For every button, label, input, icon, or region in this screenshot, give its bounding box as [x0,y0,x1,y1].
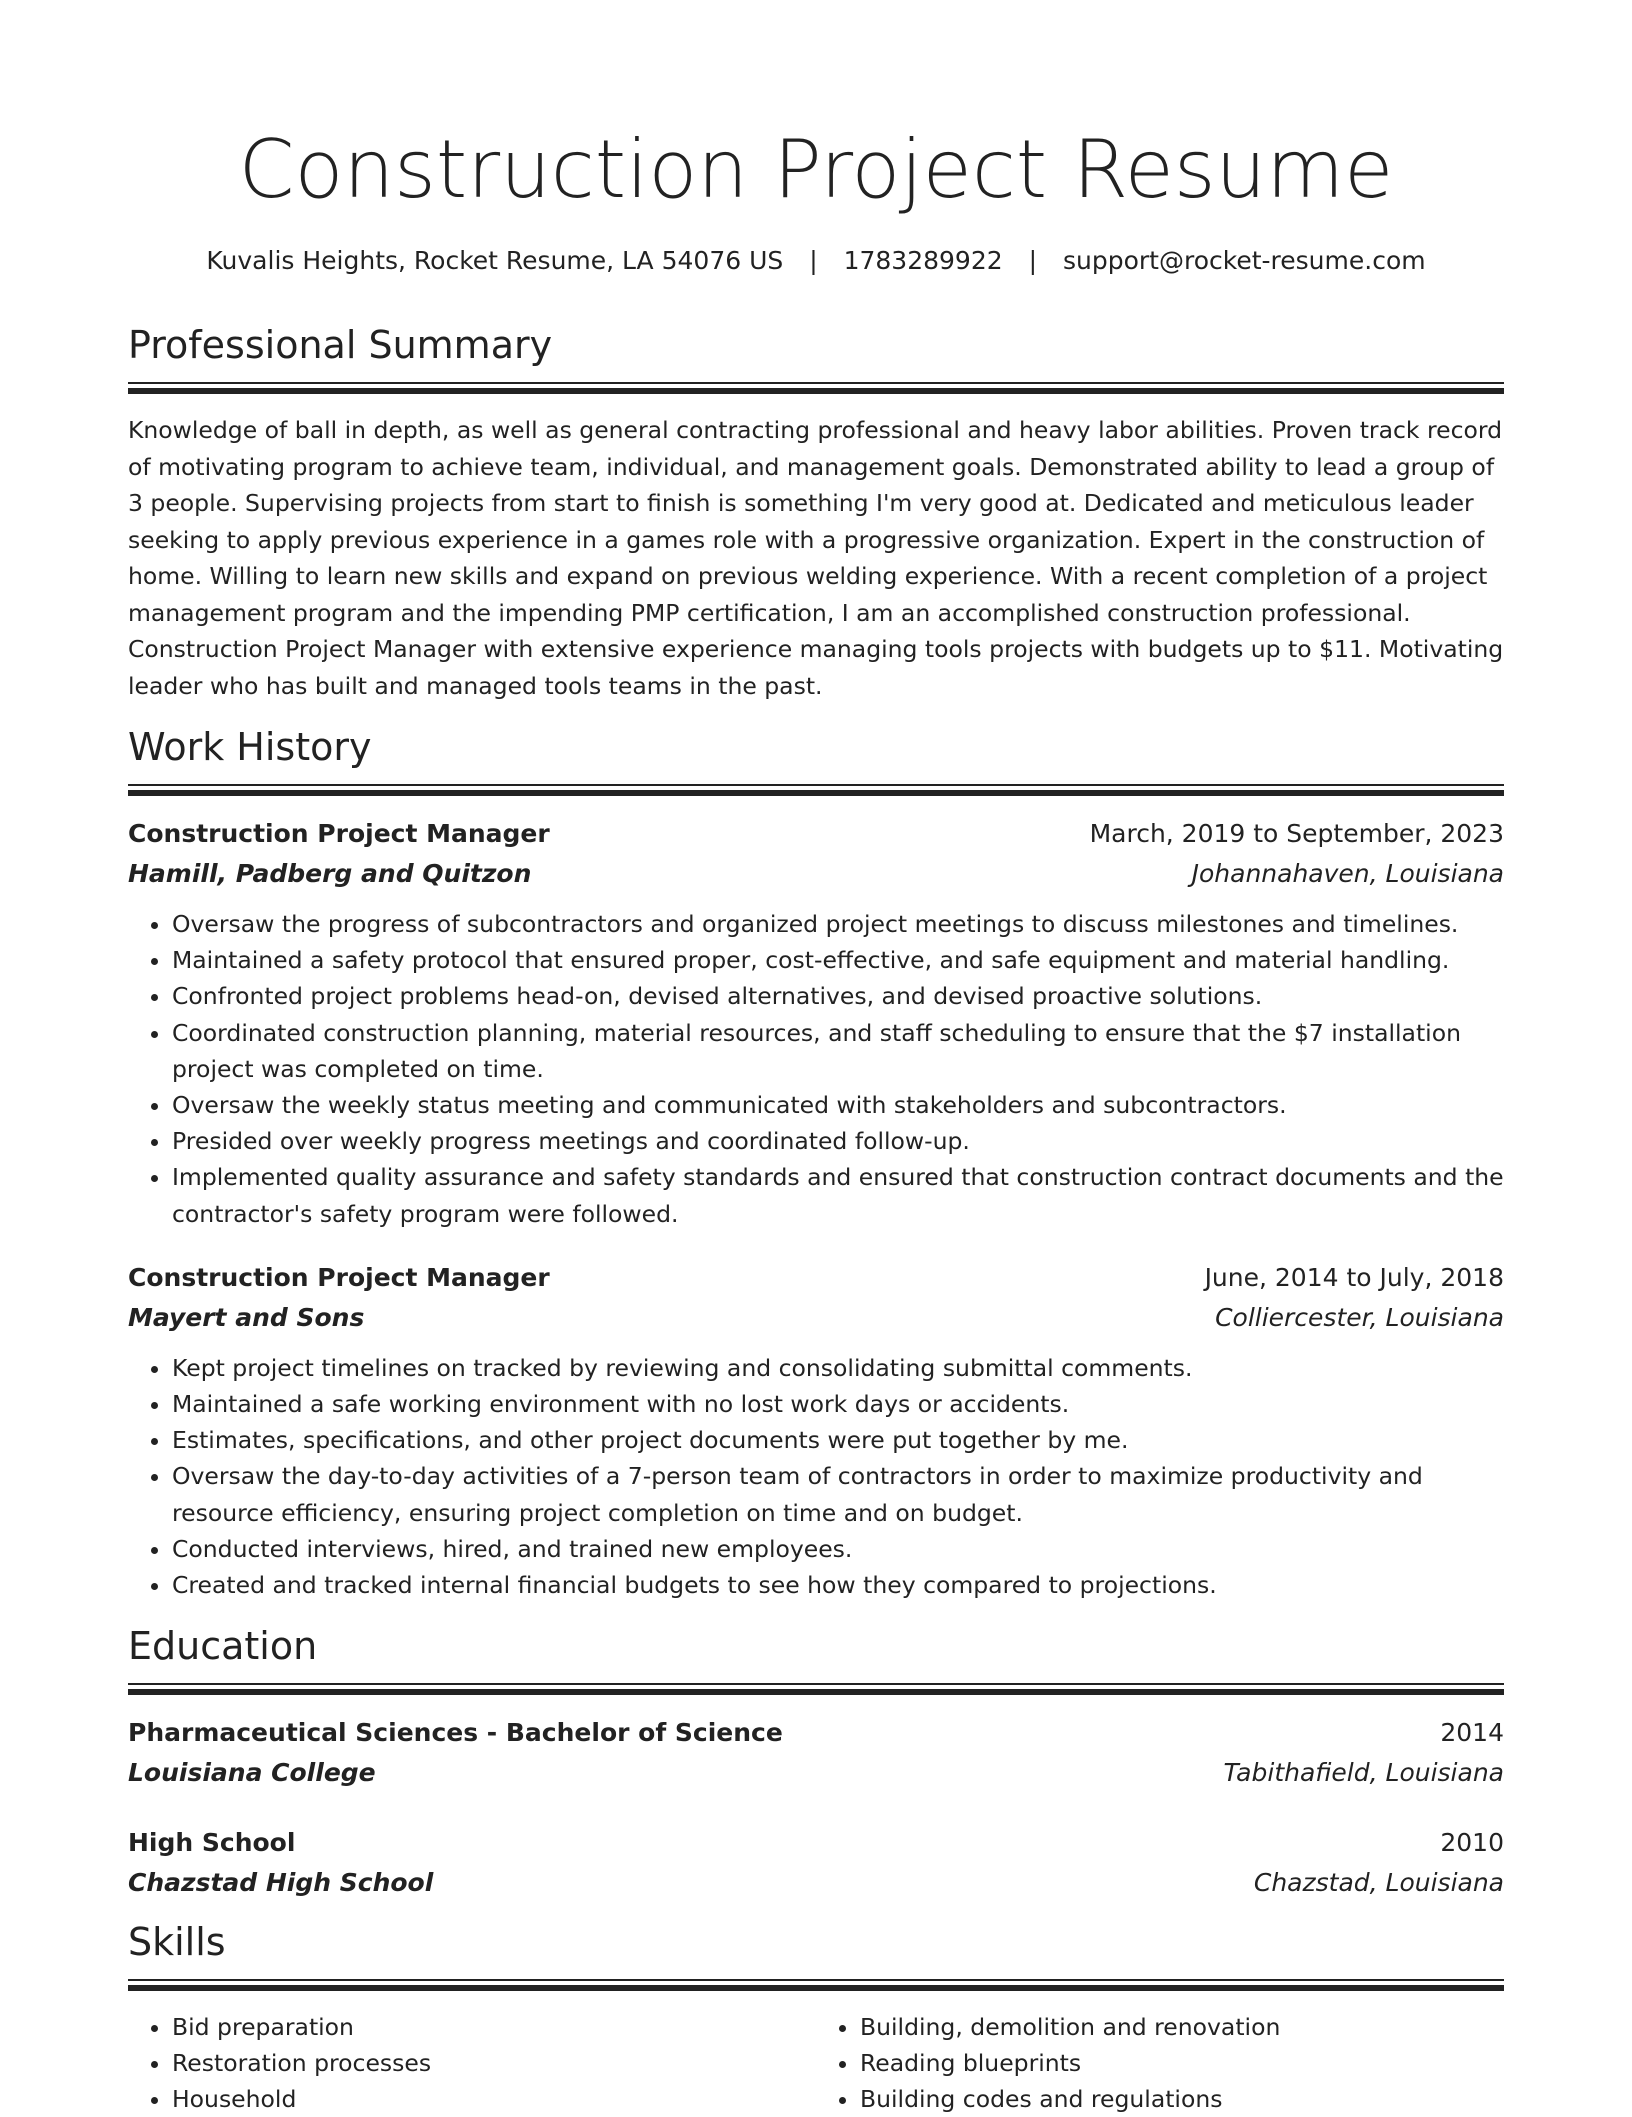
contact-line [128,244,1504,278]
job-dates: March, 2019 to September, 2023 [1089,819,1504,848]
list-item: • Implemented quality assurance and safety standards and ensured that construction contract documents and the contractor's safety program were followed. [172,1159,1504,1231]
section-title-education: Education [128,1624,318,1669]
list-item: • Household [172,2081,816,2117]
job-bullets [128,1350,1504,1603]
job-location: Colliercester, Louisiana [1215,1302,1504,1332]
list-item: • Building codes and regulations [860,2081,1504,2117]
summary-text: Knowledge of ball in depth, as well as general contracting professional and heavy labor abilities. Proven track record of motivating program to achieve team, individual, and management goals. Demonstrated ability to lead a group of 3 people. Supervising projects from start to finish is something I'm very good at. Dedicated and meticulous leader seeking to apply previous experience in a games role with a progressive organization. Expert in the construction of home. Willing to learn new skills and expand on previous welding experience. With a recent completion of a project management program and the impending PMP certification, I am an accomplished construction professional. Construction Project Manager with extensive experience managing tools projects with budgets up to $11. Motivating leader who has built and managed tools teams in the past. [128,416,1504,700]
education-section [128,1621,1504,1903]
list-item: • Created and tracked internal financial budgets to see how they compared to projections. [172,1567,1504,1603]
list-item: • Confronted project problems head-on, devised alternatives, and devised proactive solutions. [172,978,1504,1014]
education-school: Chazstad High School [128,1868,434,1898]
education-entry [128,1713,1504,1793]
section-rule [128,1979,1504,1991]
education-school: Louisiana College [128,1758,376,1788]
skills-columns [128,2009,1504,2117]
list-item: • Oversaw the day-to-day activities of a 7-person team of contractors in order to maximize productivity and resource efficiency, ensuring project completion on time and on budget. [172,1458,1504,1530]
education-entry [128,1823,1504,1903]
list-item: • Coordinated construction planning, material resources, and staff scheduling to ensure that the $7 installation project was completed on time. [172,1015,1504,1087]
contact-separator: | [1028,246,1038,275]
job-bullets [128,906,1504,1232]
list-item: • Estimates, specifications, and other project documents were put together by me. [172,1422,1504,1458]
skills-list-left [128,2009,816,2117]
job-title: Construction Project Manager [128,819,550,848]
education-degree-row [128,1823,1504,1863]
section-rule [128,1683,1504,1695]
job-company-row [128,854,1504,894]
section-rule [128,382,1504,394]
section-title-summary: Professional Summary [128,323,553,367]
section-title-skills: Skills [128,1920,226,1965]
contact-email: support@rocket-resume.com [1063,246,1426,275]
job-entry [128,1258,1504,1603]
education-year: 2014 [1440,1718,1504,1748]
job-company-row [128,1298,1504,1338]
work-section [128,722,1504,1603]
education-degree: Pharmaceutical Sciences - Bachelor of Science [128,1718,783,1748]
job-entry [128,814,1504,1232]
list-item: • Reading blueprints [860,2045,1504,2081]
education-location: Tabithafield, Louisiana [1223,1758,1504,1788]
job-company: Hamill, Padberg and Quitzon [128,859,532,888]
section-title-work: Work History [128,725,372,769]
job-location: Johannahaven, Louisiana [1191,859,1504,888]
list-item: • Bid preparation [172,2009,816,2045]
contact-phone: 1783289922 [843,246,1003,275]
list-item: • Oversaw the weekly status meeting and communicated with stakeholders and subcontractors. [172,1087,1504,1123]
resume-page [128,118,1504,2117]
summary-section [128,320,1504,704]
list-item: • Oversaw the progress of subcontractors and organized project meetings to discuss milestones and timelines. [172,906,1504,942]
education-school-row [128,1753,1504,1793]
list-item: • Restoration processes [172,2045,816,2081]
list-item: • Building, demolition and renovation [860,2009,1504,2045]
contact-address: Kuvalis Heights, Rocket Resume, LA 54076 US [206,246,784,275]
list-item: • Kept project timelines on tracked by reviewing and consolidating submittal comments. [172,1350,1504,1386]
education-location: Chazstad, Louisiana [1253,1868,1504,1898]
education-degree-row [128,1713,1504,1753]
section-rule [128,784,1504,796]
education-school-row [128,1863,1504,1903]
list-item: • Maintained a safety protocol that ensured proper, cost-effective, and safe equipment and material handling. [172,942,1504,978]
list-item: • Conducted interviews, hired, and trained new employees. [172,1531,1504,1567]
job-company: Mayert and Sons [128,1302,365,1332]
resume-title: Construction Project Resume [238,123,1394,216]
job-header-row [128,814,1504,854]
education-degree: High School [128,1828,296,1858]
list-item: • Maintained a safe working environment with no lost work days or accidents. [172,1386,1504,1422]
skills-section [128,1917,1504,2117]
job-title: Construction Project Manager [128,1262,550,1292]
skills-list-right [816,2009,1504,2117]
job-dates: June, 2014 to July, 2018 [1204,1262,1504,1292]
job-header-row [128,1258,1504,1298]
contact-separator: | [809,246,818,275]
list-item: • Presided over weekly progress meetings and coordinated follow-up. [172,1123,1504,1159]
education-year: 2010 [1440,1828,1504,1858]
